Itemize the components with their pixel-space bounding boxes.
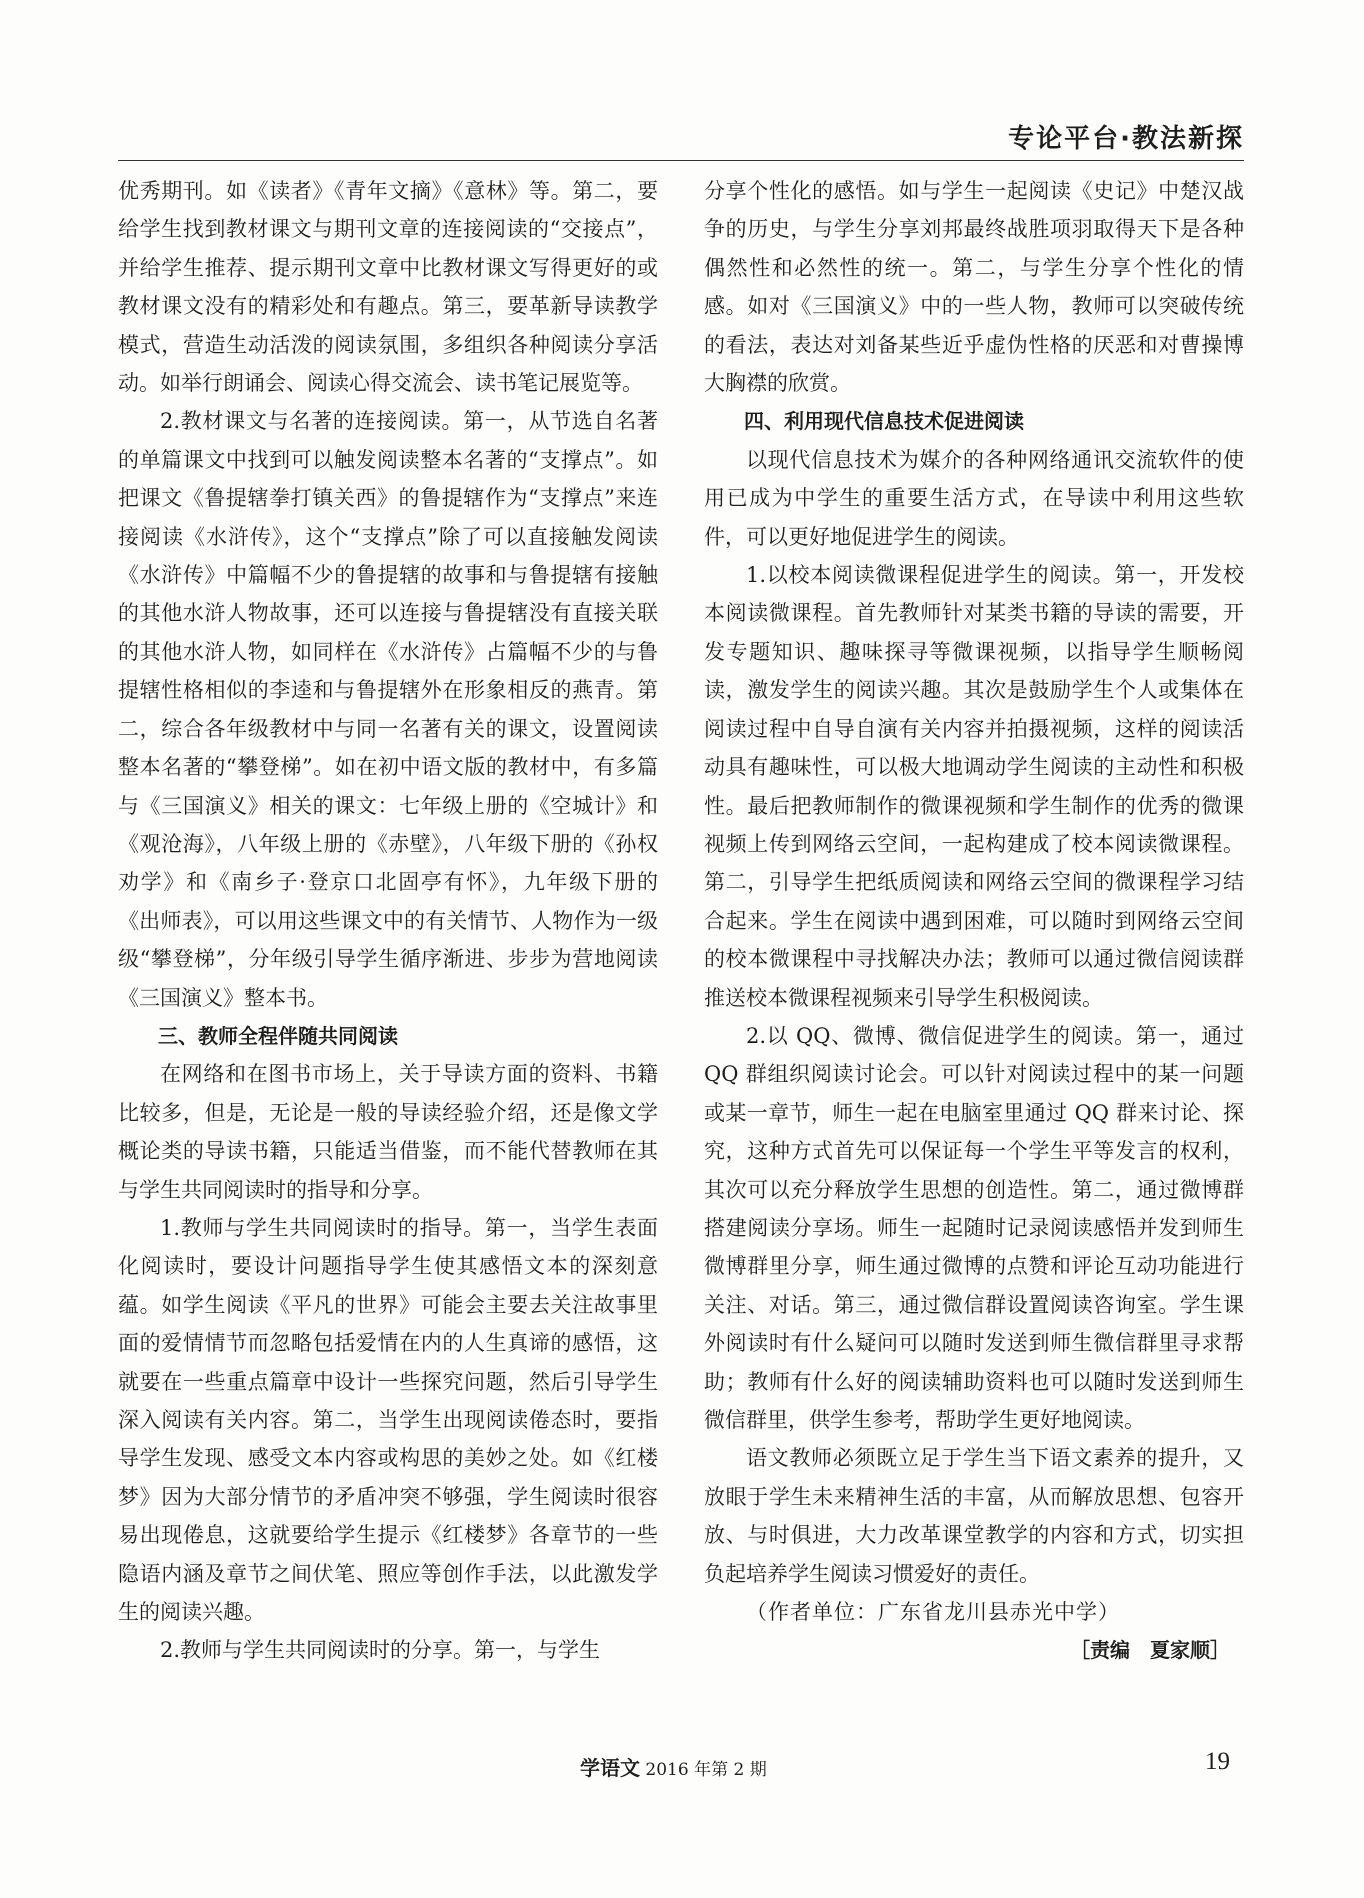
paragraph: 2.以 QQ、微博、微信促进学生的阅读。第一，通过 QQ 群组织阅读讨论会。可以针对阅读过程中的某一问题或某一章节，师生一起在电脑室里通过 QQ 群来讨论、探究，这种方式首先可以保证每一个学生平等发言的权利，其次可以充分释放学生思想的创造性。第二，通过微博群搭建阅读分享场。师生一起随时记录阅读感悟并发到师生微博群里分享，师生通过微博的点赞和评论互动功能进行关注、对话。第三，通过微信群设置阅读咨询室。学生课外阅读时有什么疑问可以随时发送到师生微信群里寻求帮助；教师有什么好的阅读辅助资料也可以随时发送到师生微信群里，供学生参考，帮助学生更好地阅读。	[704, 1023, 1244, 1432]
paragraph: 2.教材课文与名著的连接阅读。第一，从节选自名著的单篇课文中找到可以触发阅读整本名著的“支撑点”。如把课文《鲁提辖拳打镇关西》的鲁提辖作为“支撑点”来连接阅读《水浒传》，这个“支撑点”除了可以直接触发阅读《水浒传》中篇幅不少的鲁提辖的故事和与鲁提辖有接触的其他水浒人物故事，还可以连接与鲁提辖没有直接关联的其他水浒人物，如同样在《水浒传》占篇幅不少的与鲁提辖性格相似的李逵和与鲁提辖外在形象相反的燕青。第二，综合各年级教材中与同一名著有关的课文，设置阅读整本名著的“攀登梯”。如在初中语文版的教材中，有多篇与《三国演义》相关的课文：七年级上册的《空城计》和《观沧海》，八年级上册的《赤壁》，八年级下册的《孙权劝学》和《南乡子·登京口北固亭有怀》，九年级下册的《出师表》，可以用这些课文中的有关情节、人物作为一级级“攀登梯”，分年级引导学生循序渐进、步步为营地阅读《三国演义》整本书。	[118, 409, 658, 1010]
paragraph: 2.教师与学生共同阅读时的分享。第一，与学生	[160, 1638, 601, 1663]
page-footer	[0, 1748, 1364, 1784]
paragraph: 1.以校本阅读微课程促进学生的阅读。第一，开发校本阅读微课程。首先教师针对某类书籍的导读的需要，开发专题知识、趣味探寻等微课视频，以指导学生顺畅阅读，激发学生的阅读兴趣。其次是鼓励学生个人或集体在阅读过程中自导自演有关内容并拍摄视频，这样的阅读活动具有趣味性，可以极大地调动学生阅读的主动性和积极性。最后把教师制作的微课视频和学生制作的优秀的微课视频上传到网络云空间，一起构建成了校本阅读微课程。第二，引导学生把纸质阅读和网络云空间的微课程学习结合起来。学生在阅读中遇到困难，可以随时到网络云空间的校本微课程中寻找解决办法；教师可以通过微信阅读群推送校本微课程视频来引导学生积极阅读。	[704, 563, 1244, 1010]
paragraph: 1.教师与学生共同阅读时的指导。第一，当学生表面化阅读时，要设计问题指导学生使其感悟文本的深刻意蕴。如学生阅读《平凡的世界》可能会主要去关注故事里面的爱情情节而忽略包括爱情在内的人生真谛的感悟，这就要在一些重点篇章中设计一些探究问题，然后引导学生深入阅读有关内容。第二，当学生出现阅读倦态时，要指导学生发现、感受文本内容或构思的美妙之处。如《红楼梦》因为大部分情节的矛盾冲突不够强，学生阅读时很容易出现倦息，这就要给学生提示《红楼梦》各章节的一些隐语内涵及章节之间伏笔、照应等创作手法，以此激发学生的阅读兴趣。	[118, 1215, 658, 1625]
editor-credit: ［责编 夏家顺］	[1070, 1638, 1230, 1663]
paragraph: 语文教师必须既立足于学生当下语文素养的提升，又放眼于学生未来精神生活的丰富，从而解放思想、包容开放、与时俱进，大力改革课堂教学的内容和方式，切实担负起培养学生阅读习惯爱好的责任。	[704, 1446, 1244, 1586]
section-heading: 四、利用现代信息技术促进阅读	[744, 409, 1024, 434]
journal-title: 学语文	[580, 1756, 640, 1780]
paragraph: 优秀期刊。如《读者》《青年文摘》《意林》等。第二，要给学生找到教材课文与期刊文章的连接阅读的“交接点”，并给学生推荐、提示期刊文章中比教材课文写得更好的或教材课文没有的精彩处和有趣点。第三，要革新导读教学模式，营造生动活泼的阅读氛围，多组织各种阅读分享活动。如举行朗诵会、阅读心得交流会、读书笔记展览等。	[118, 179, 658, 396]
paragraph: 在网络和在图书市场上，关于导读方面的资料、书籍比较多，但是，无论是一般的导读经验介绍，还是像文学概论类的导读书籍，只能适当借鉴，而不能代替教师在其与学生共同阅读时的指导和分享。	[118, 1062, 658, 1202]
journal-name	[580, 1752, 767, 1781]
issue-label: 2016 年第 2 期	[640, 1760, 767, 1780]
author-affiliation: （作者单位：广东省龙川县赤光中学）	[746, 1600, 1120, 1625]
paragraph: 以现代信息技术为媒介的各种网络通讯交流软件的使用已成为中学生的重要生活方式，在导读中利用这些软件，可以更好地促进学生的阅读。	[704, 447, 1244, 549]
left-column	[118, 172, 658, 1670]
section-label: 专论平台·教法新探	[1008, 124, 1244, 154]
right-column	[704, 172, 1244, 1670]
paragraph: 分享个性化的感悟。如与学生一起阅读《史记》中楚汉战争的历史，与学生分享刘邦最终战胜项羽取得天下是各种偶然性和必然性的统一。第二，与学生分享个性化的情感。如对《三国演义》中的一些人物，教师可以突破传统的看法，表达对刘备某些近乎虚伪性格的厌恶和对曹操博大胸襟的欣赏。	[704, 179, 1244, 396]
header-rule	[118, 160, 1244, 161]
page-header	[118, 118, 1244, 160]
section-heading: 三、教师全程伴随共同阅读	[158, 1023, 398, 1048]
page-number: 19	[1205, 1748, 1230, 1775]
